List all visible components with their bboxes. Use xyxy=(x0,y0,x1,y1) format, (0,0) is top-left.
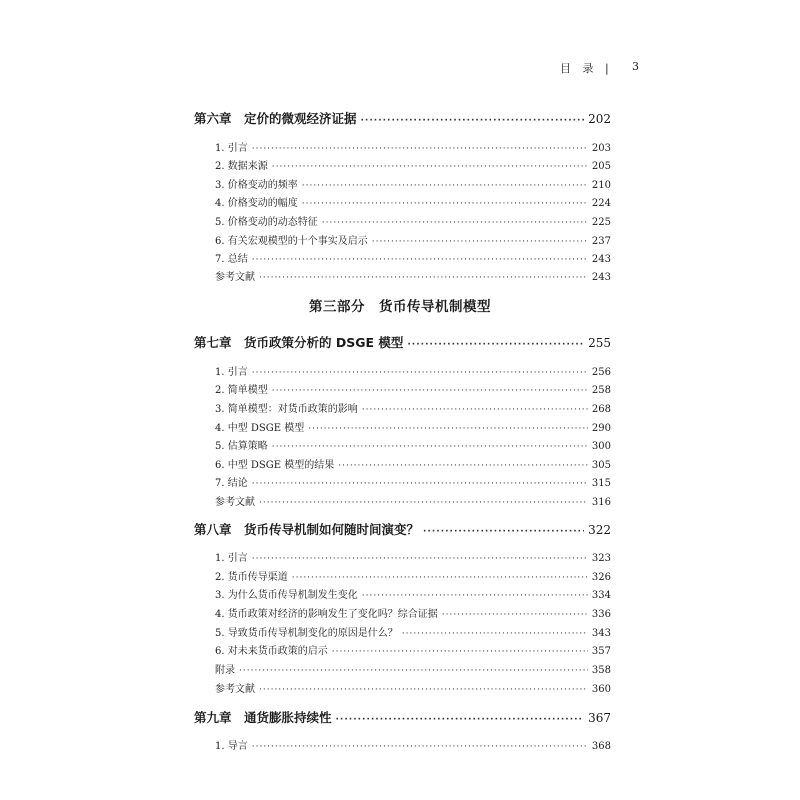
section-entry[interactable] xyxy=(215,381,611,396)
header-title: 目 录 | xyxy=(560,62,613,75)
section-entry[interactable] xyxy=(215,549,611,564)
section-label: 参考文献 xyxy=(215,497,255,508)
dot-leader xyxy=(362,591,588,601)
section-label: 6. 有关宏观模型的十个事实及启示 xyxy=(215,236,368,247)
dot-leader xyxy=(302,199,588,209)
section-label: 3. 为什么货币传导机制发生变化 xyxy=(215,590,358,601)
dot-leader xyxy=(302,181,588,191)
section-entry[interactable] xyxy=(215,568,611,583)
section-page: 323 xyxy=(591,553,611,564)
header-page-number: 3 xyxy=(632,60,639,73)
dot-leader xyxy=(308,424,588,434)
chapter-title: 第六章 定价的微观经济证据 xyxy=(194,111,357,126)
dot-leader xyxy=(252,144,588,154)
dot-leader xyxy=(292,573,588,583)
section-entry[interactable] xyxy=(215,605,611,620)
dot-leader xyxy=(252,554,588,564)
dot-leader xyxy=(332,647,588,657)
section-entry[interactable] xyxy=(215,194,611,209)
part-title[interactable]: 第三部分 货币传导机制模型 xyxy=(309,299,491,315)
section-page: 360 xyxy=(591,684,611,695)
section-label: 附录 xyxy=(215,665,235,676)
chapter-page: 322 xyxy=(588,523,611,537)
section-label: 1. 引言 xyxy=(215,367,248,378)
section-label: 2. 货币传导渠道 xyxy=(215,572,288,583)
section-page: 336 xyxy=(591,609,611,620)
dot-leader xyxy=(402,629,588,639)
section-entry[interactable] xyxy=(215,213,611,228)
chapter-7-entry[interactable] xyxy=(194,333,611,351)
section-label: 7. 总结 xyxy=(215,254,248,265)
section-entry[interactable] xyxy=(215,737,611,752)
chapter-page: 367 xyxy=(588,711,611,725)
section-entry[interactable] xyxy=(215,400,611,415)
section-label: 4. 货币政策对经济的影响发生了变化吗？综合证据 xyxy=(215,609,438,620)
section-label: 参考文献 xyxy=(215,272,255,283)
chapter-8-entry[interactable] xyxy=(194,520,611,538)
chapter-page: 255 xyxy=(588,336,611,350)
section-entry[interactable] xyxy=(215,474,611,489)
dot-leader xyxy=(252,255,588,265)
dot-leader xyxy=(423,527,584,537)
dot-leader xyxy=(239,666,588,676)
dot-leader xyxy=(252,368,588,378)
dot-leader xyxy=(272,442,588,452)
section-label: 2. 简单模型 xyxy=(215,385,268,396)
dot-leader xyxy=(259,498,588,508)
section-entry[interactable] xyxy=(215,586,611,601)
section-entry[interactable] xyxy=(215,157,611,172)
dot-leader xyxy=(252,479,588,489)
section-label: 6. 对未来货币政策的启示 xyxy=(215,646,328,657)
section-page: 268 xyxy=(591,404,611,415)
dot-leader xyxy=(407,340,584,350)
section-page: 256 xyxy=(591,367,611,378)
chapter-title: 第七章 货币政策分析的 DSGE 模型 xyxy=(194,335,404,350)
dot-leader xyxy=(322,218,588,228)
section-label: 参考文献 xyxy=(215,684,255,695)
dot-leader xyxy=(259,685,588,695)
section-page: 343 xyxy=(591,628,611,639)
dot-leader xyxy=(252,742,588,752)
section-entry[interactable] xyxy=(215,437,611,452)
section-entry[interactable] xyxy=(215,642,611,657)
section-entry[interactable] xyxy=(215,661,611,676)
dot-leader xyxy=(372,237,588,247)
section-page: 210 xyxy=(591,180,611,191)
running-header xyxy=(560,60,640,76)
dot-leader xyxy=(259,273,588,283)
dot-leader xyxy=(336,715,585,725)
section-page: 243 xyxy=(591,254,611,265)
section-page: 300 xyxy=(591,441,611,452)
section-entry[interactable] xyxy=(215,493,611,508)
dot-leader xyxy=(272,162,588,172)
chapter-6-entry[interactable] xyxy=(194,109,611,127)
section-page: 315 xyxy=(591,478,611,489)
section-entry[interactable] xyxy=(215,363,611,378)
section-label: 1. 导言 xyxy=(215,741,248,752)
section-page: 334 xyxy=(591,590,611,601)
section-label: 3. 简单模型：对货币政策的影响 xyxy=(215,404,358,415)
section-page: 358 xyxy=(591,665,611,676)
section-entry[interactable] xyxy=(215,680,611,695)
section-page: 316 xyxy=(591,497,611,508)
section-label: 5. 导致货币传导机制变化的原因是什么？ xyxy=(215,628,398,639)
chapter-title: 第八章 货币传导机制如何随时间演变？ xyxy=(194,522,420,537)
section-entry[interactable] xyxy=(215,624,611,639)
section-entry[interactable] xyxy=(215,456,611,471)
section-page: 326 xyxy=(591,572,611,583)
section-entry[interactable] xyxy=(215,232,611,247)
section-label: 5. 价格变动的动态特征 xyxy=(215,217,318,228)
chapter-title: 第九章 通货膨胀持续性 xyxy=(194,710,332,725)
dot-leader xyxy=(272,386,588,396)
section-label: 3. 价格变动的频率 xyxy=(215,180,298,191)
section-page: 258 xyxy=(591,385,611,396)
section-page: 225 xyxy=(591,217,611,228)
section-label: 1. 引言 xyxy=(215,553,248,564)
section-entry[interactable] xyxy=(215,176,611,191)
dot-leader xyxy=(362,405,588,415)
section-page: 357 xyxy=(591,646,611,657)
section-page: 203 xyxy=(591,143,611,154)
section-label: 2. 数据来源 xyxy=(215,161,268,172)
section-page: 290 xyxy=(591,423,611,434)
section-page: 305 xyxy=(591,460,611,471)
section-page: 237 xyxy=(591,236,611,247)
section-page: 205 xyxy=(591,161,611,172)
chapter-page: 202 xyxy=(588,112,611,126)
section-label: 7. 结论 xyxy=(215,478,248,489)
section-page: 243 xyxy=(591,272,611,283)
section-page: 224 xyxy=(591,198,611,209)
section-entry[interactable] xyxy=(215,250,611,265)
section-page: 368 xyxy=(591,741,611,752)
section-entry[interactable] xyxy=(215,268,611,283)
section-label: 5. 估算策略 xyxy=(215,441,268,452)
dot-leader xyxy=(338,461,588,471)
section-entry[interactable] xyxy=(215,139,611,154)
section-entry[interactable] xyxy=(215,419,611,434)
section-label: 1. 引言 xyxy=(215,143,248,154)
section-label: 4. 价格变动的幅度 xyxy=(215,198,298,209)
dot-leader xyxy=(361,116,585,126)
dot-leader xyxy=(442,610,588,620)
section-label: 4. 中型 DSGE 模型 xyxy=(215,423,305,434)
section-label: 6. 中型 DSGE 模型的结果 xyxy=(215,460,335,471)
chapter-9-entry[interactable] xyxy=(194,708,611,726)
